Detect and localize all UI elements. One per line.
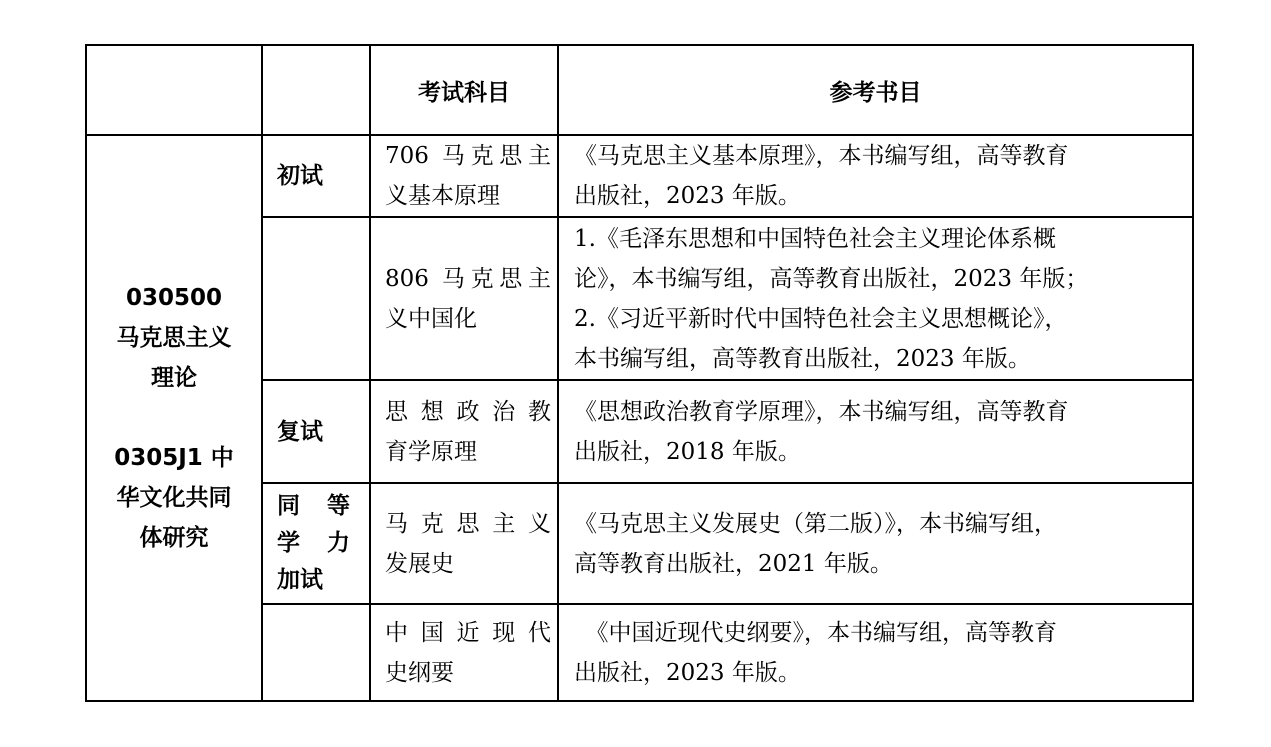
reference-books: [558, 483, 1193, 604]
book-line: 2.《习近平新时代中国特色社会主义思想概论》，: [574, 305, 1068, 332]
subject-line: 义基本原理: [385, 183, 500, 209]
major-name-line: 马克思主义: [116, 325, 232, 351]
book-line: 本书编写组，高等教育出版社，2023 年版。: [574, 345, 1031, 372]
stage-char: 加试: [277, 567, 323, 593]
subject-line: 发展史: [385, 550, 454, 577]
book-line: 出版社，2023 年版。: [574, 659, 801, 686]
stage-label: [262, 604, 370, 701]
subject-line: 思想政治教: [385, 398, 551, 425]
exam-subject: [370, 380, 558, 483]
stage-char: 学: [277, 530, 300, 556]
book-line: 出版社，2018 年版。: [574, 438, 801, 465]
exam-subject: [370, 135, 558, 217]
stage-label: 复试: [262, 380, 370, 483]
book-line: 1.《毛泽东思想和中国特色社会主义理论体系概: [574, 225, 1056, 252]
book-line: 《马克思主义基本原理》，本书编写组，高等教育: [574, 143, 1069, 169]
header-reference-books: 参考书目: [558, 45, 1193, 135]
exam-subject: [370, 217, 558, 380]
table-row: [86, 135, 1193, 217]
subject-line: 义中国化: [385, 305, 477, 332]
reference-books: [558, 217, 1193, 380]
book-line: 论》，本书编写组，高等教育出版社，2023 年版；: [574, 265, 1089, 292]
reference-books: [558, 380, 1193, 483]
subject-line: 706 马克思主: [385, 143, 551, 169]
subject-line: 马克思主义: [385, 510, 551, 537]
reference-books-table: [85, 44, 1194, 702]
subject-line: 史纲要: [385, 659, 454, 686]
exam-subject: [370, 604, 558, 701]
reference-books: [558, 604, 1193, 701]
subject-line: 806 马克思主: [385, 265, 551, 292]
reference-books: [558, 135, 1193, 217]
subject-line: 育学原理: [385, 438, 477, 465]
stage-char: 力: [327, 530, 350, 556]
subject-line: 中国近现代: [385, 619, 551, 646]
header-stage-cell: [262, 45, 370, 135]
major-name-line: 华文化共同: [116, 485, 232, 511]
stage-label: 初试: [262, 135, 370, 217]
exam-subject: [370, 483, 558, 604]
stage-char: 同: [277, 493, 300, 519]
header-major-cell: [86, 45, 262, 135]
major-code: 0305J1 中: [114, 445, 234, 471]
table-header-row: [86, 45, 1193, 135]
book-line: 《中国近现代史纲要》，本书编写组，高等教育: [574, 619, 1057, 646]
major-cell: [86, 135, 262, 701]
stage-label: [262, 217, 370, 380]
book-line: 《思想政治教育学原理》，本书编写组，高等教育: [574, 398, 1069, 425]
major-code: 030500: [125, 285, 223, 311]
stage-label: [262, 483, 370, 604]
major-name-line: 体研究: [139, 525, 209, 551]
header-exam-subject: 考试科目: [370, 45, 558, 135]
book-line: 出版社，2023 年版。: [574, 183, 801, 209]
stage-char: 等: [327, 493, 350, 519]
book-line: 高等教育出版社，2021 年版。: [574, 550, 893, 577]
book-line: 《马克思主义发展史（第二版）》，本书编写组，: [574, 510, 1057, 537]
major-name-line: 理论: [151, 365, 197, 391]
